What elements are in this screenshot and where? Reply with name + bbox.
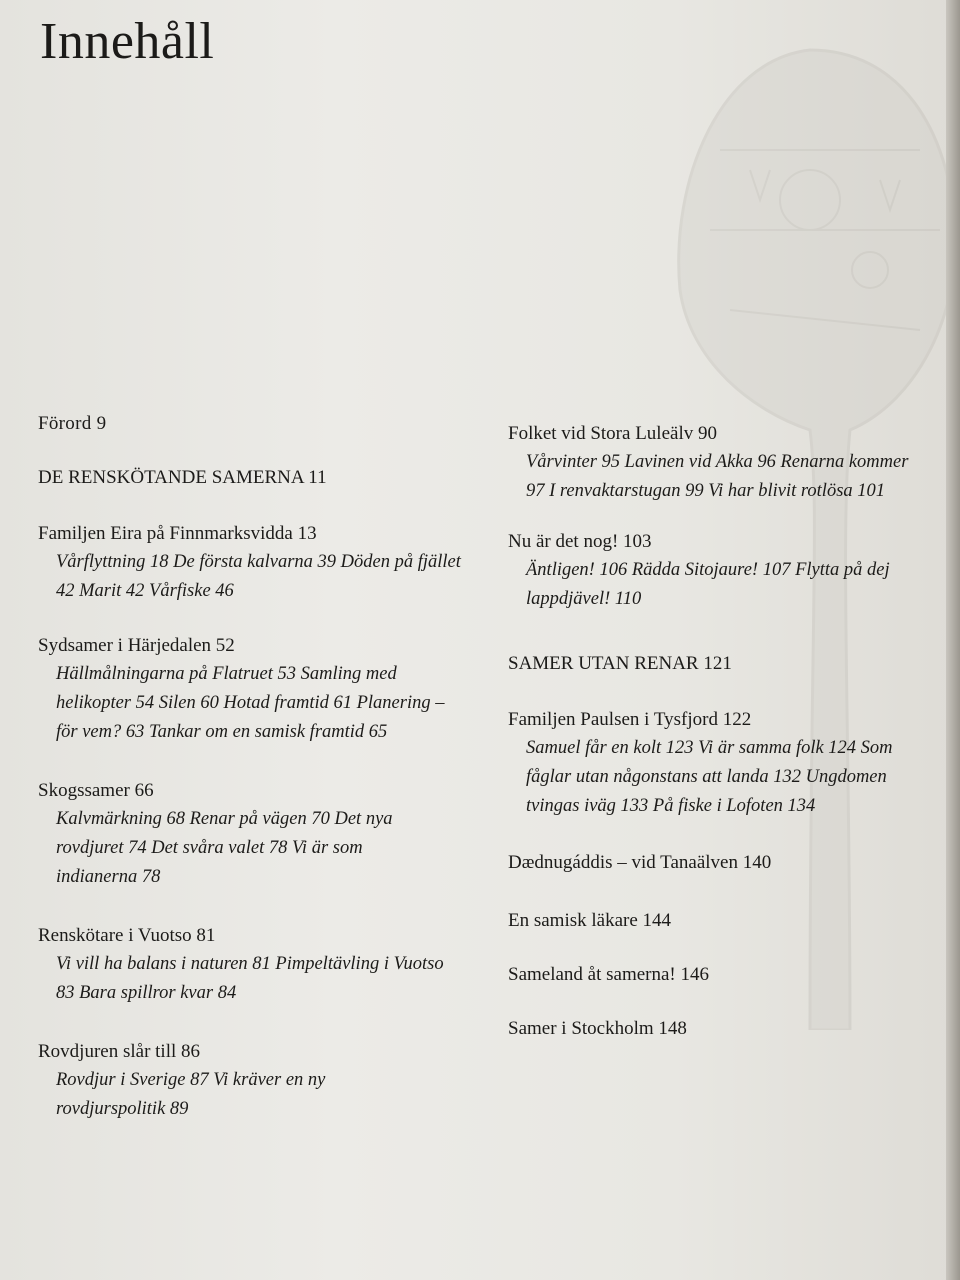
toc-entry	[508, 907, 928, 935]
toc-entry	[38, 632, 498, 747]
toc-subsections: Äntligen! 106 Rädda Sitojaure! 107 Flytta på dej lappdjävel! 110	[526, 560, 890, 609]
toc-chapter: Rovdjuren slår till 86	[38, 1041, 201, 1062]
page-edge	[946, 0, 960, 1280]
toc-subsections: Rovdjur i Sverige 87 Vi kräver en ny rovdjurspolitik 89	[56, 1070, 326, 1119]
toc-entry	[38, 922, 498, 1008]
toc-subsections: Vi vill ha balans i naturen 81 Pimpeltävling i Vuotso 83 Bara spillror kvar 84	[56, 954, 444, 1003]
toc-left-column	[38, 410, 498, 1148]
toc-entry	[508, 1015, 928, 1043]
toc-entry	[38, 464, 498, 492]
toc-part-heading: SAMER UTAN RENAR 121	[508, 653, 732, 674]
toc-entry	[38, 520, 498, 606]
toc-chapter: Dædnugáddis – vid Tanaälven 140	[508, 852, 772, 873]
toc-subsections: Hällmålningarna på Flatruet 53 Samling med helikopter 54 Silen 60 Hotad framtid 61 Planering – för vem? 63 Tankar om en samisk framtid 65	[56, 664, 445, 742]
toc-chapter: Förord 9	[38, 413, 107, 434]
toc-chapter: Samer i Stockholm 148	[508, 1018, 687, 1039]
toc-chapter: Renskötare i Vuotso 81	[38, 925, 216, 946]
toc-subsections: Vårvinter 95 Lavinen vid Akka 96 Renarna kommer 97 I renvaktarstugan 99 Vi har blivit rotlösa 101	[526, 452, 909, 501]
toc-subsections: Vårflyttning 18 De första kalvarna 39 Döden på fjället 42 Marit 42 Vårfiske 46	[56, 552, 461, 601]
toc-chapter: Skogssamer 66	[38, 780, 154, 801]
toc-entry	[508, 528, 928, 614]
toc-part-heading: DE RENSKÖTANDE SAMERNA 11	[38, 467, 327, 488]
toc-entry	[508, 961, 928, 989]
toc-entry	[508, 706, 928, 821]
page-title: Innehåll	[40, 13, 215, 70]
toc-entry	[38, 1038, 498, 1124]
toc-subsections: Samuel får en kolt 123 Vi är samma folk 124 Som fåglar utan någonstans att landa 132 Ungdomen tvingas iväg 133 På fiske i Lofoten 134	[526, 738, 893, 816]
toc-chapter: Familjen Paulsen i Tysfjord 122	[508, 709, 752, 730]
toc-chapter: Familjen Eira på Finnmarksvidda 13	[38, 523, 317, 544]
toc-right-column	[508, 420, 928, 1067]
toc-chapter: Sydsamer i Härjedalen 52	[38, 635, 235, 656]
toc-entry	[508, 849, 928, 877]
toc-chapter: Nu är det nog! 103	[508, 531, 652, 552]
toc-chapter: En samisk läkare 144	[508, 910, 672, 931]
toc-entry	[38, 410, 498, 438]
toc-chapter: Folket vid Stora Luleälv 90	[508, 423, 717, 444]
toc-subsections: Kalvmärkning 68 Renar på vägen 70 Det nya rovdjuret 74 Det svåra valet 78 Vi är som indianerna 78	[56, 809, 393, 887]
toc-entry	[38, 777, 498, 892]
toc-entry	[508, 650, 928, 678]
toc-entry	[508, 420, 928, 506]
toc-chapter: Sameland åt samerna! 146	[508, 964, 710, 985]
